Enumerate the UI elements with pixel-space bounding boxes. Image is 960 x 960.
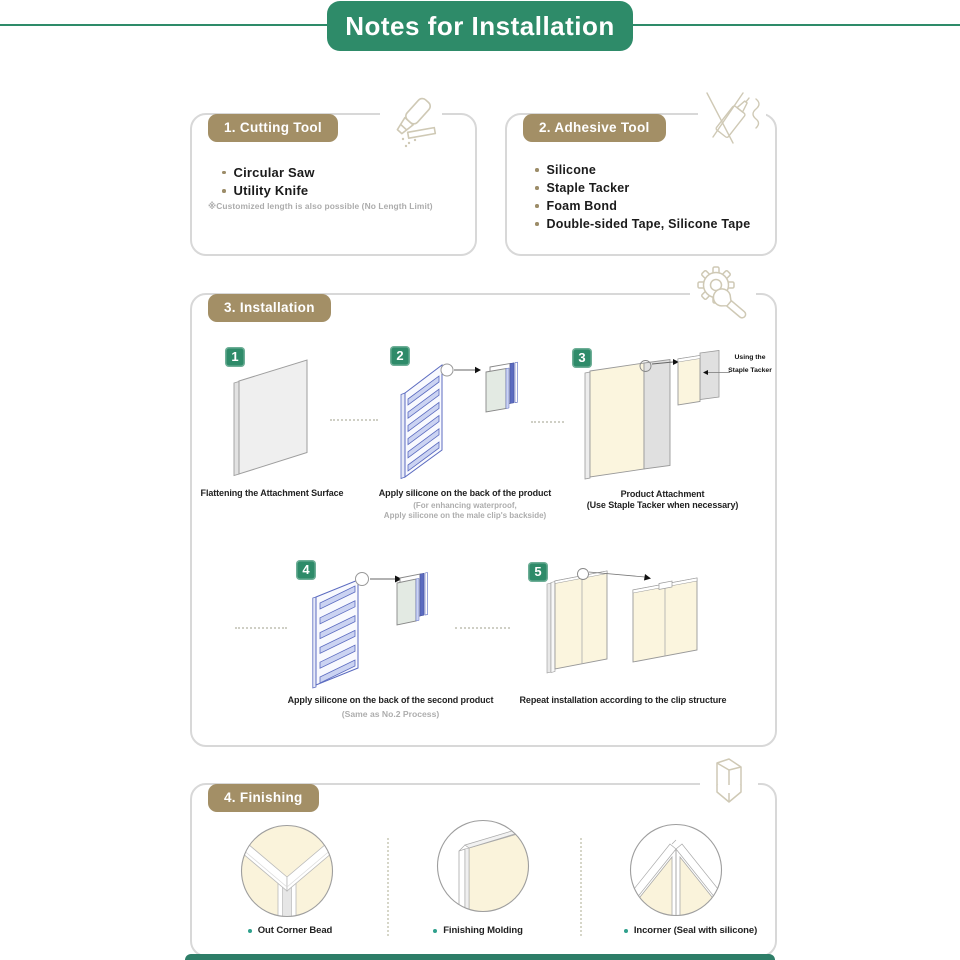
section-label-cutting-tool: 1. Cutting Tool [208,114,338,142]
bullet-dot [222,171,226,175]
dotted-separator [531,421,564,423]
step3-caption-2: (Use Staple Tacker when necessary) [586,500,739,510]
step3-annotation [724,352,776,378]
silicone-gun-icon [698,90,766,152]
step3-diagram [582,345,730,490]
annotation-line: Using the [734,354,766,361]
dotted-separator [235,627,287,629]
step1-caption: Flattening the Attachment Surface [200,488,344,498]
finishing-caption [398,925,558,936]
annotation-line: Staple Tacker [728,366,772,374]
finishing-caption [215,925,365,936]
list-item-label: Utility Knife [233,183,309,199]
bullet-dot [535,186,539,190]
bullet-dot [222,189,226,193]
list-item-label: Double-sided Tape, Silicone Tape [546,217,751,231]
step-badge-4: 4 [296,560,316,580]
incorner-diagram [628,822,724,918]
gear-wrench-icon [690,262,756,326]
out-corner-bead-diagram [239,823,335,919]
step4-diagram [312,560,442,702]
list-item [222,163,315,182]
dotted-separator [387,838,389,936]
step1-diagram [230,352,315,482]
next-section-banner-edge [185,954,775,960]
step3-caption: Product Attachment [620,489,705,499]
bullet-dot [624,929,628,933]
page-title-badge [327,1,633,51]
step5-diagram [545,558,705,683]
finishing-caption [598,925,783,936]
step5-caption: Repeat installation according to the clip structure [519,695,727,705]
section-label-installation: 3. Installation [208,294,331,322]
step-badge-3: 3 [572,348,592,368]
cutting-tool-note: ※Customized length is also possible (No Length Limit) [208,201,433,211]
section-label-finishing: 4. Finishing [208,784,319,812]
page-title: Notes for Installation [345,10,615,41]
step2-note-2: Apply silicone on the male clip's backside) [383,511,547,520]
step-badge-2: 2 [390,346,410,366]
adhesive-tool-list [535,161,750,233]
bullet-dot [535,168,539,172]
list-item-label: Staple Tacker [546,181,630,195]
finishing-caption-label: Out Corner Bead [257,925,333,936]
step4-caption: Apply silicone on the back of the second product [287,695,494,705]
list-item [535,161,750,179]
list-item-label: Circular Saw [233,164,315,180]
finishing-molding-diagram [435,818,531,914]
list-item [535,197,750,215]
step2-note-1: (For enhancing waterproof, [413,501,517,510]
finishing-caption-label: Incorner (Seal with silicone) [633,925,758,936]
list-item-label: Foam Bond [546,199,618,213]
dotted-separator [580,838,582,936]
step2-caption: Apply silicone on the back of the product [378,488,552,498]
dotted-separator [455,627,510,629]
bullet-dot [433,929,437,933]
dotted-separator [330,419,378,421]
list-item [535,215,750,233]
finishing-caption-label: Finishing Molding [443,925,523,936]
section-label-adhesive-tool: 2. Adhesive Tool [523,114,666,142]
list-item-label: Silicone [546,163,597,177]
step-badge-5: 5 [528,562,548,582]
list-item [535,179,750,197]
step4-note: (Same as No.2 Process) [341,709,440,719]
list-item [222,182,315,201]
utility-knife-icon [380,92,442,152]
bullet-dot [535,204,539,208]
bullet-dot [535,222,539,226]
bullet-dot [248,929,252,933]
corner-molding-icon [700,756,758,814]
step-badge-1: 1 [225,347,245,367]
step2-diagram [395,355,530,485]
cutting-tool-list [222,163,315,200]
